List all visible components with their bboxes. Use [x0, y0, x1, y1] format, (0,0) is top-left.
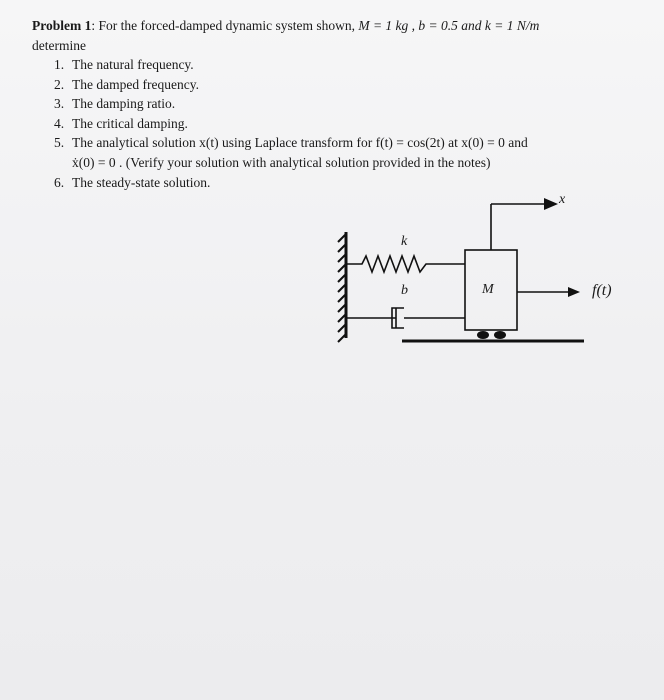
damper	[346, 308, 465, 328]
force-arrow	[517, 287, 580, 297]
task-text: The steady-state solution.	[72, 174, 211, 190]
task-item	[32, 75, 652, 95]
problem-intro: : For the forced-damped dynamic system shown,	[91, 18, 359, 33]
task-list	[32, 55, 652, 192]
label-x: x	[559, 192, 566, 207]
task-text: The damping ratio.	[72, 96, 176, 112]
task-number: 3.	[54, 96, 65, 112]
task-item	[32, 55, 652, 75]
problem-statement	[32, 16, 652, 192]
task-text: The natural frequency.	[72, 57, 194, 73]
task-text: The analytical solution x(t) using Laplace transform for f(t) = cos(2t) at x(0) = 0 and	[72, 135, 528, 151]
label-b: b	[401, 283, 408, 298]
task-number: 1.	[54, 57, 65, 73]
mass-spring-damper-diagram	[300, 190, 640, 360]
task-text: The critical damping.	[72, 115, 188, 131]
task-number: 6.	[54, 174, 65, 190]
problem-params: M = 1 kg , b = 0.5 and k = 1 N/m	[358, 18, 540, 33]
task-text: The damped frequency.	[72, 76, 199, 92]
problem-label: Problem 1	[32, 18, 92, 33]
label-k: k	[401, 234, 408, 249]
task-text-continued: ẋ(0) = 0 . (Verify your solution with analytical solution provided in the notes)	[72, 154, 491, 170]
problem-heading	[32, 16, 652, 36]
determine-text: determine	[32, 37, 86, 53]
label-M: M	[482, 282, 494, 297]
task-number: 5.	[54, 135, 65, 151]
task-item	[32, 94, 652, 114]
task-number: 2.	[54, 76, 65, 92]
task-item	[32, 114, 652, 134]
task-number: 4.	[54, 115, 65, 131]
spring	[346, 256, 465, 272]
diagram-svg	[300, 190, 640, 360]
label-force: f(t)	[592, 282, 612, 299]
wheels	[477, 331, 506, 339]
task-item	[32, 133, 652, 172]
displacement-arrow	[491, 198, 558, 250]
